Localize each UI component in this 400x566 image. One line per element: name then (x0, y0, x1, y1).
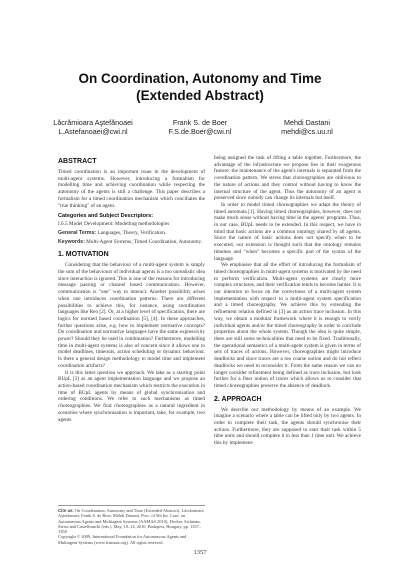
general-terms-text: Languages, Theory, Verification. (97, 229, 167, 236)
page-number: 1357 (193, 549, 207, 556)
author-email: L.Astefanoaei@cwi.nl (58, 127, 128, 136)
right-paragraph-1: being assigned the task of lifting a table together. Furthermore, the advantage of the infrastructure we propose lies in their exogenous feature: the maintenance of the agent's internals is separated from the coordination pattern. We stress that choreographies are oblivious to the nature of actions and they control without having to know the internal structure of the agent. Thus the autonomy of an agent is preserved since nobody can change its internals but itself. (214, 155, 361, 202)
author-email: F.S.de.Boer@cwi.nl (168, 127, 232, 136)
motivation-paragraph-1: Considering that the behaviour of a multi-agent system is simply the sum of the behaviours of individual agents is a too unrealistic idea since interaction is ignored. This is one of the reasons for introducing message passing or channel based communication. However, communication is "one" way to interact. Another possibility arises when one introduces coordination patterns. There are different possibilities to achieve this, for instance, using coordination languages like Reo [2]. Or, at a higher level of specification, there are logics for normed based coordination [5], [4]. In these approaches, further questions arise, e.g. how to implement normative concepts? Do coordination and normative languages have the same expressivity power? Should they be used in combination? Furthermore, modelling time in multi-agent systems is also of concern since it allows one to model deadlines, timeouts, action scheduling or dynamic behaviour. Is there a general design methodology to model time and implement coordination artifacts? (58, 262, 205, 369)
title-line-subtitle: (Extended Abstract) (136, 88, 264, 103)
keywords-label: Keywords: (58, 238, 85, 245)
right-paragraph-3: We emphasise that all the effort of introducing the formalism of timed choreographies in multi-agent systems is motivated by the need to perform verification. Multi-agent systems are clearly more complex structures, and their verification tends to become harder. It is our intention to focus on the correctness of a multi-agent system implementation with respect to a multi-agent system specification and a timed choreography. We achieve this by extending the refinement relation defined in [3] as an action trace inclusion. In this way, we obtain a modular framework where it is enough to verify individual agents and/or the timed choreography in order to conclude properties about the whole system. Though the idea is quite simple, there are still some technicalities that need to be fixed. Traditionally, the operational semantics of a multi-agent system is given in terms of sets of traces of actions. However, choreographies might introduce deadlocks and since traces are a too coarse notion and do not reflect deadlocks we need to reconsider it. From the same reason we can no longer consider refinement being defined as trace inclusion, but look further for a finer notion of traces which allows us to consider that timed choreographies preserve the absence of deadlock. (214, 262, 361, 389)
author-2 (147, 118, 253, 136)
author-name: Frank S. de Boer (172, 118, 228, 127)
author-name: Mehdi Dastani (284, 118, 330, 127)
abstract-text: Timed coordination is an important issue in the development of multi-agent systems. However, introducing a formalism for modelling time and achieving coordination while respecting the autonomy of the agents is still a challenge. This paper describes a formalism for a timed coordination mechanism which conciliates the "true thinking" of an agent. (58, 169, 205, 209)
author-block (40, 118, 360, 136)
copyright-text: Copyright © 2009, International Foundation for Autonomous Agents and Multiagent Systems (www.ifaamas.org). All rights reserved. (58, 534, 187, 545)
approach-paragraph-1: We describe our methodology by means of an example. We imagine a scenario where a table can be lifted only by two agents. In order to complete their task, the agents should synchronise their actions. Furthermore, they are supposed to start their task within 5 time units and should complete it in less than 1 time unit. We achieve this by implement- (214, 406, 361, 447)
citation-footnote (58, 505, 205, 545)
author-email: mehdi@cs.uu.nl (281, 127, 333, 136)
section-motivation-heading: 1. MOTIVATION (58, 251, 109, 259)
title-line-main: On Coordination, Autonomy and Time (78, 71, 322, 86)
abstract-heading: ABSTRACT (58, 158, 97, 165)
general-terms (58, 230, 205, 237)
cite-text: On Coordination, Autonomy and Time (Extended Abstract), Lăcrămioara Aştefănoaei, Frank S. de Boer, Mehdi Dastani, Proc. of 9th Int. Conf. on Autonomous Agents and Multiagent Systems (AAMAS 2010), Decker, Sichman, Sierra and Castelfranchi (eds.), May, 10–14, 2010, Budapest, Hungary, pp. 1357–1358 (58, 508, 204, 535)
categories-heading: Categories and Subject Descriptors: (58, 213, 154, 220)
paper-title (0, 70, 400, 104)
right-column (214, 155, 361, 447)
author-1 (40, 118, 146, 136)
keywords-text: Multi-Agent Systems, Timed Coordination, Autonomy. (86, 238, 203, 245)
motivation-paragraph-2: It is this latter question we approach. We take as a starting point BUpL [3] as an agent implementation language and we propose an action-based coordination mechanism which restricts the execution in time of BUpL agents by means of global synchronisation and ordering conditions. We refer to such mechanisms as timed choreographies. We find choreographies as a natural ingredient in scenarios where synchronisation is important, take, for example, two agents (58, 369, 205, 423)
categories-text: I.6.5 Model Development: Modelling methodologies (58, 221, 170, 228)
left-column (58, 155, 205, 423)
author-3 (254, 118, 360, 136)
cite-label: Cite as: (58, 508, 74, 513)
keywords (58, 239, 205, 246)
right-paragraph-2: In order to model timed choreographies we adapt the theory of timed automata [1]. Having timed choreographies, however, does not make much sense without having time in the agents' programs. Thus, in our case, BUpL needs to be extended. In this respect, we have in mind that basic actions are a common ontology shared by all agents. Since the nature of basic actions does not specify when to be executed, our extension is thought such that the ontology remains timeless and "when" becomes a specific part of the syntax of the language. (214, 201, 361, 262)
general-terms-label: General Terms: (58, 229, 97, 236)
section-approach-heading: 2. APPROACH (214, 395, 262, 403)
author-name: Lăcrămioara Aştefănoaei (53, 118, 133, 127)
